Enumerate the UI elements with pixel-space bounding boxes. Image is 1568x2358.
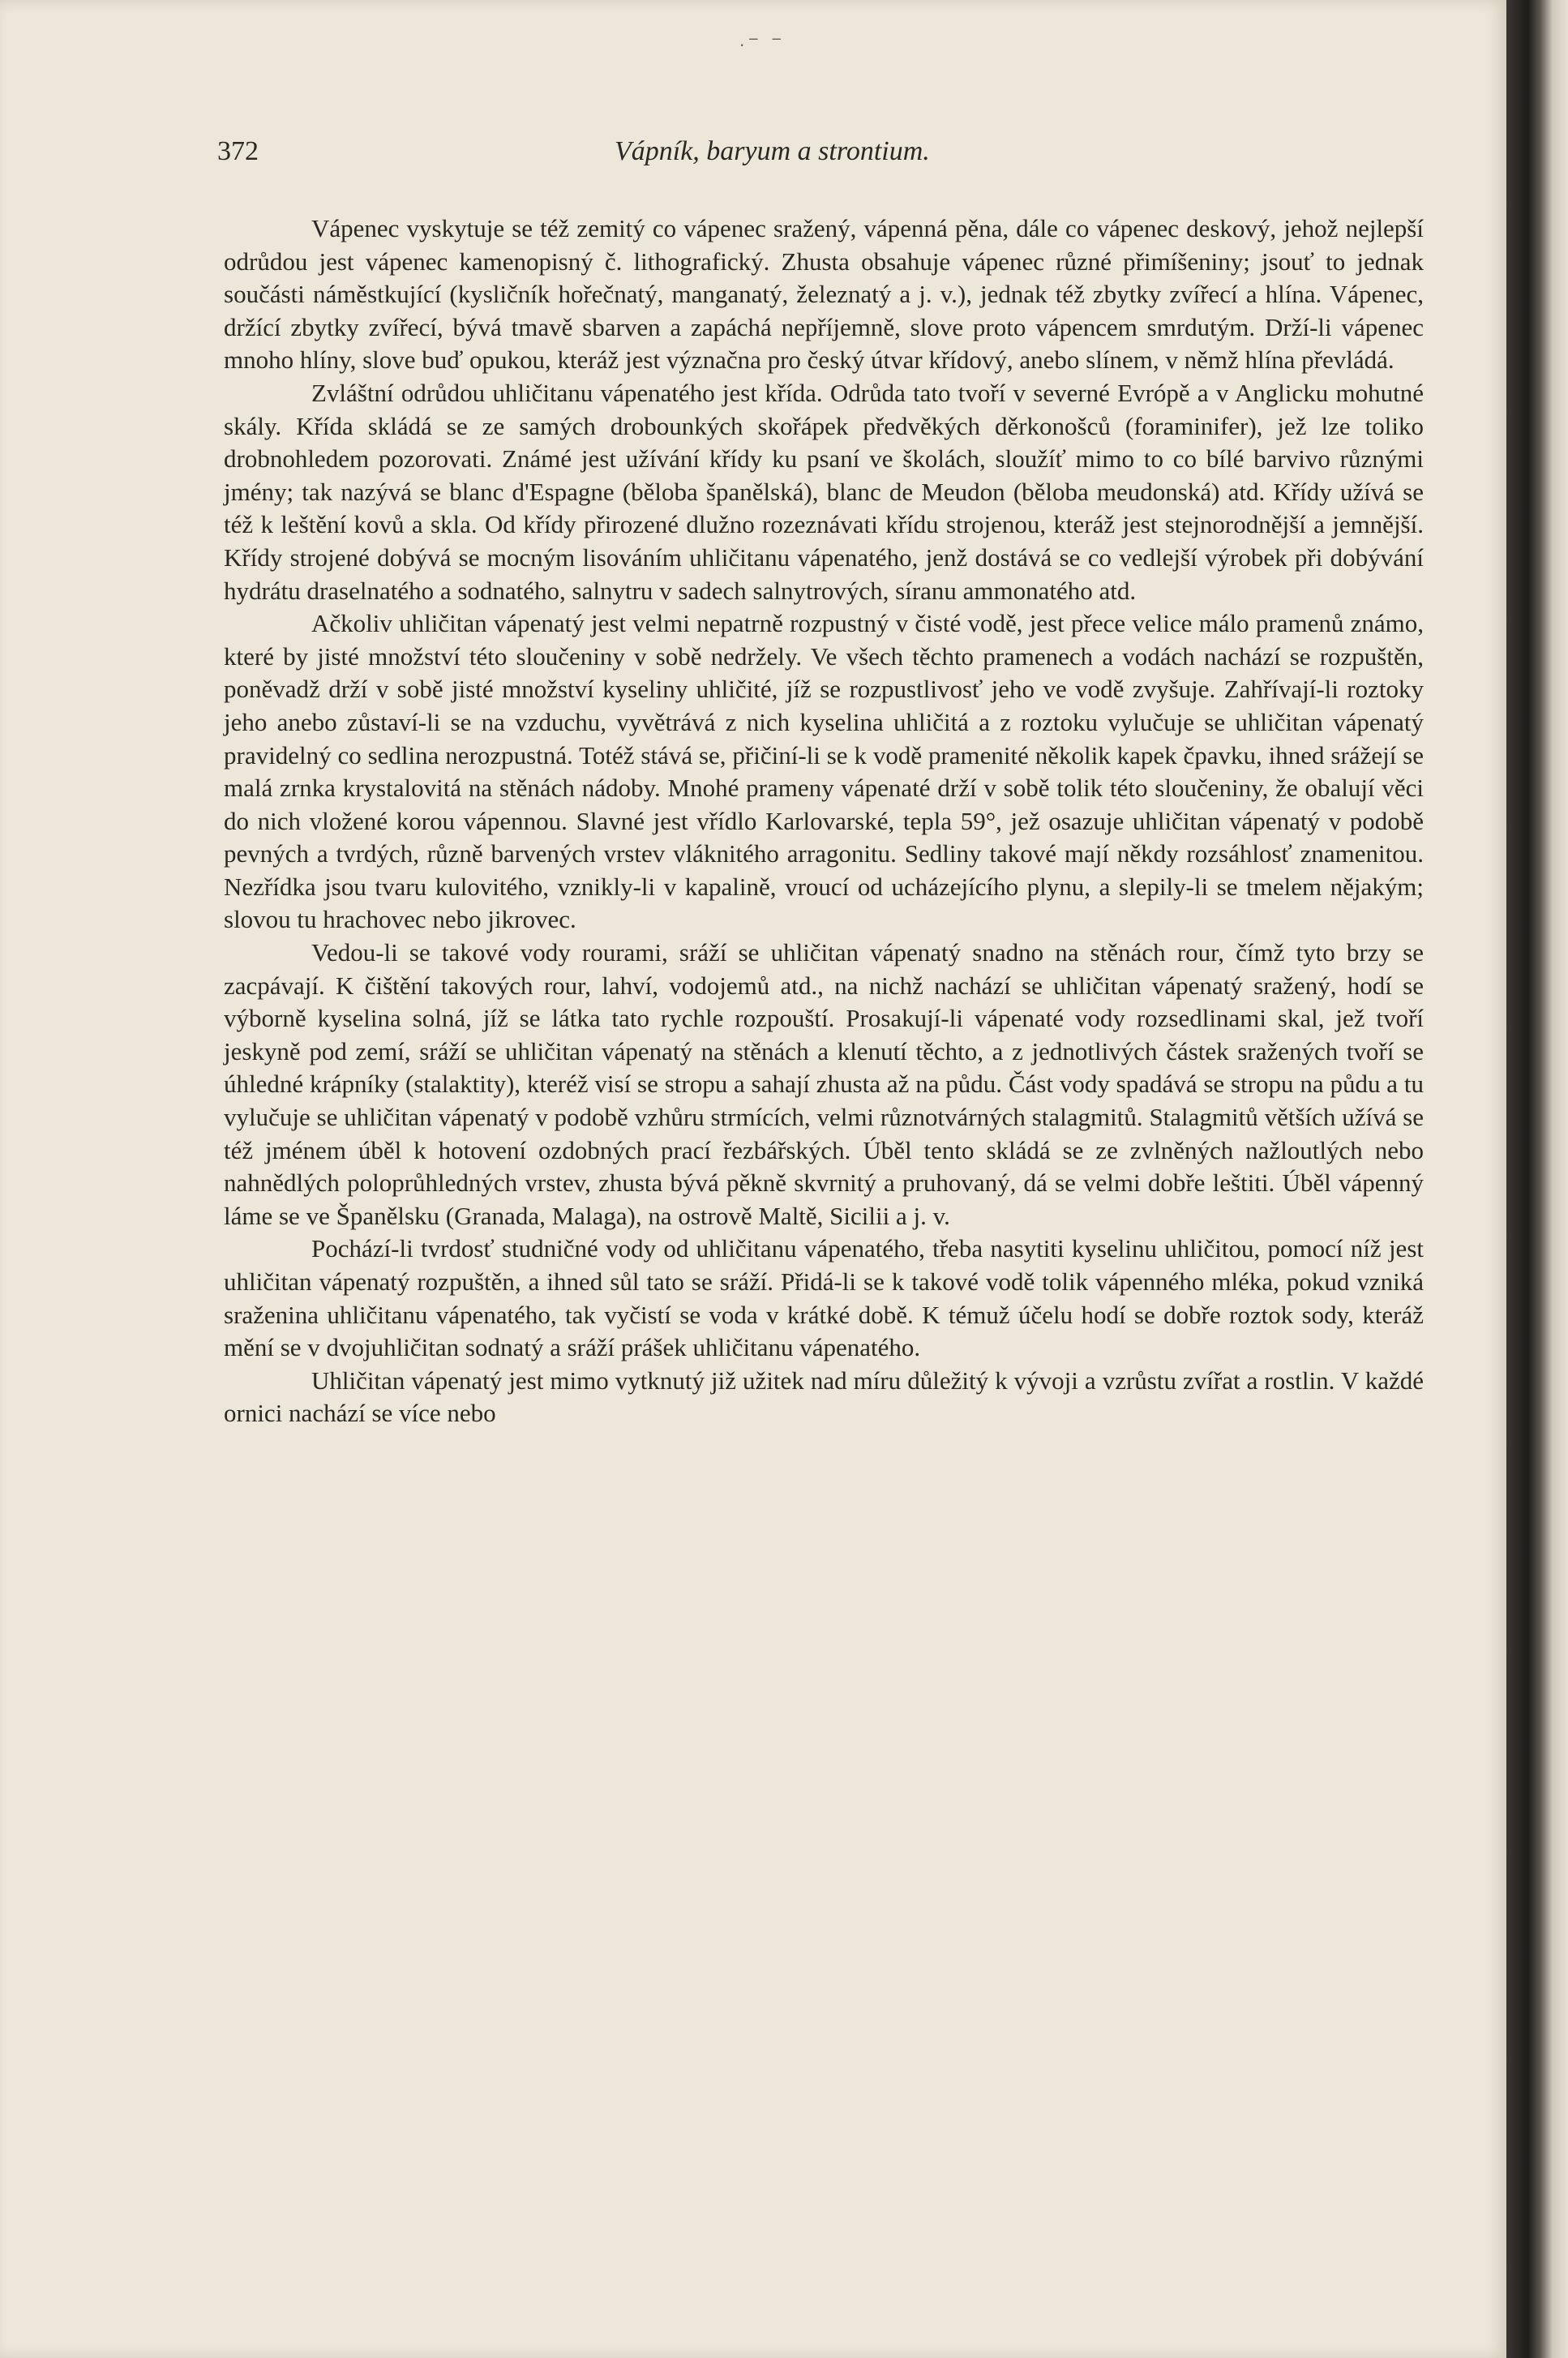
page-number: 372 <box>217 136 259 166</box>
body-text <box>224 212 1424 1430</box>
paragraph: Uhličitan vápenatý jest mimo vytknutý již užitek nad míru důležitý k vývoji a vzrůstu zvířat a rostlin. V každé ornici nachází se více nebo <box>224 1365 1424 1428</box>
page-header <box>217 136 1433 182</box>
paragraph: Zvláštní odrůdou uhličitanu vápenatého jest křída. Odrůda tato tvoří v severné Evrópě a v Anglicku mohutné skály. Křída skládá se ze samých drobounkých skořápek předvěkých děrkonošců (foraminifer), jež lze toliko drobnohledem pozorovati. Známé jest užívání křídy ku psaní ve školách, sloužíť mimo to co bílé barvivo různými jmény; tak nazývá se blanc d'Espagne (běloba španělská), blanc de Meudon (běloba meudonská) atd. Křídy užívá se též k leštění kovů a skla. Od křídy přirozené dlužno rozeznávati křídu strojenou, kteráž jest stejnorodnější a jemnější. Křídy strojené dobývá se mocným lisováním uhličitanu vápenatého, jenž dostává se co vedlejší výrobek při dobývání hydrátu draselnatého a sodnatého, salnytru v sadech salnytrových, síranu ammonatého atd. <box>224 378 1424 605</box>
paragraph: Vedou-li se takové vody rourami, sráží se uhličitan vápenatý snadno na stěnách rour, čímž tyto brzy se zacpávají. K čištění takových rour, lahví, vodojemů atd., na nichž nachází se uhličitan vápenatý sražený, hodí se výborně kyselina solná, jíž se látka tato rychle rozpouští. Prosakují-li vápenaté vody rozsedlinami skal, jež tvoří jeskyně pod zemí, sráží se uhličitan vápenatý na stěnách a klenutí těchto, a z jednotlivých částek sražených tvoří se úhledné krápníky (stalaktity), kteréž visí se stropu a sahají zhusta až na půdu. Část vody spadává se stropu na půdu a tu vylučuje se uhličitan vápenatý v podobě vzhůru strmících, velmi různotvárných stalagmitů. Stalagmitů větších užívá se též jménem úběl k hotovení ozdobných prací řezbářských. Úběl tento skládá se ze zvlněných nažloutlých nebo nahnědlých poloprůhledných vrstev, zhusta bývá pěkně skvrnitý a pruhovaný, dá se velmi dobře leštiti. Úběl vápenný láme se ve Španělsku (Granada, Malaga), na ostrově Maltě, Sicilii a j. v. <box>224 938 1424 1230</box>
print-speck: ·‾ ‾ <box>739 36 786 55</box>
paragraph: Vápenec vyskytuje se též zemitý co vápenec sražený, vápenná pěna, dále co vápenec deskový, jehož nejlepší odrůdou jest vápenec kamenopisný č. lithografický. Zhusta obsahuje vápenec různé přimíšeniny; jsouť to jednak součásti náměstkující (kysličník hořečnatý, manganatý, železnatý a j. v.), jednak též zbytky zvířecí a hlína. Vápenec, držící zbytky zvířecí, bývá tmavě sbarven a zapáchá nepříjemně, slove proto vápencem smrdutým. Drží-li vápenec mnoho hlíny, slove buď opukou, kteráž jest význačna pro český útvar křídový, anebo slínem, v němž hlína převládá. <box>224 214 1424 375</box>
running-title: Vápník, baryum a strontium. <box>615 136 930 166</box>
paragraph: Ačkoliv uhličitan vápenatý jest velmi nepatrně rozpustný v čisté vodě, jest přece velice málo pramenů známo, které by jisté množství této sloučeniny v sobě nedržely. Ve všech těchto pramenech a vodách nachází se rozpuštěn, poněvadž drží v sobě jisté množství kyseliny uhličité, jíž se rozpustlivosť jeho ve vodě zvyšuje. Zahřívají-li roztoky jeho anebo zůstaví-li se na vzduchu, vyvětrává z nich kyselina uhličitá a z roztoku vylučuje se uhličitan vápenatý pravidelný co sedlina nerozpustná. Totéž stává se, přičiní-li se k vodě pramenité několik kapek čpavku, ihned srážejí se malá zrnka krystalovitá na stěnách nádoby. Mnohé prameny vápenaté drží v sobě tolik této sloučeniny, že obalují věci do nich vložené korou vápennou. Slavné jest vřídlo Karlovarské, tepla 59°, jež osazuje uhličitan vápenatý v podobě pevných a tvrdých, různě barvených vrstev vláknitého arragonitu. Sedliny takové mají někdy rozsáhlosť znamenitou. Nezřídka jsou tvaru kulovitého, vznikly-li v kapalině, vroucí od ucházejícího plynu, a slepily-li se tmelem nějakým; slovou tu hrachovec nebo jikrovec. <box>224 609 1424 934</box>
paragraph: Pochází-li tvrdosť studničné vody od uhličitanu vápenatého, třeba nasytiti kyselinu uhličitou, pomocí níž jest uhličitan vápenatý rozpuštěn, a ihned sůl tato se sráží. Přidá-li se k takové vodě tolik vápenného mléka, pokud vzniká sraženina uhličitanu vápenatého, tak vyčistí se voda v krátké době. K témuž účelu hodí se dobře roztok sody, kteráž mění se v dvojuhličitan sodnatý a sráží prášek uhličitanu vápenatého. <box>224 1234 1424 1362</box>
book-binding-edge <box>1506 0 1568 2358</box>
